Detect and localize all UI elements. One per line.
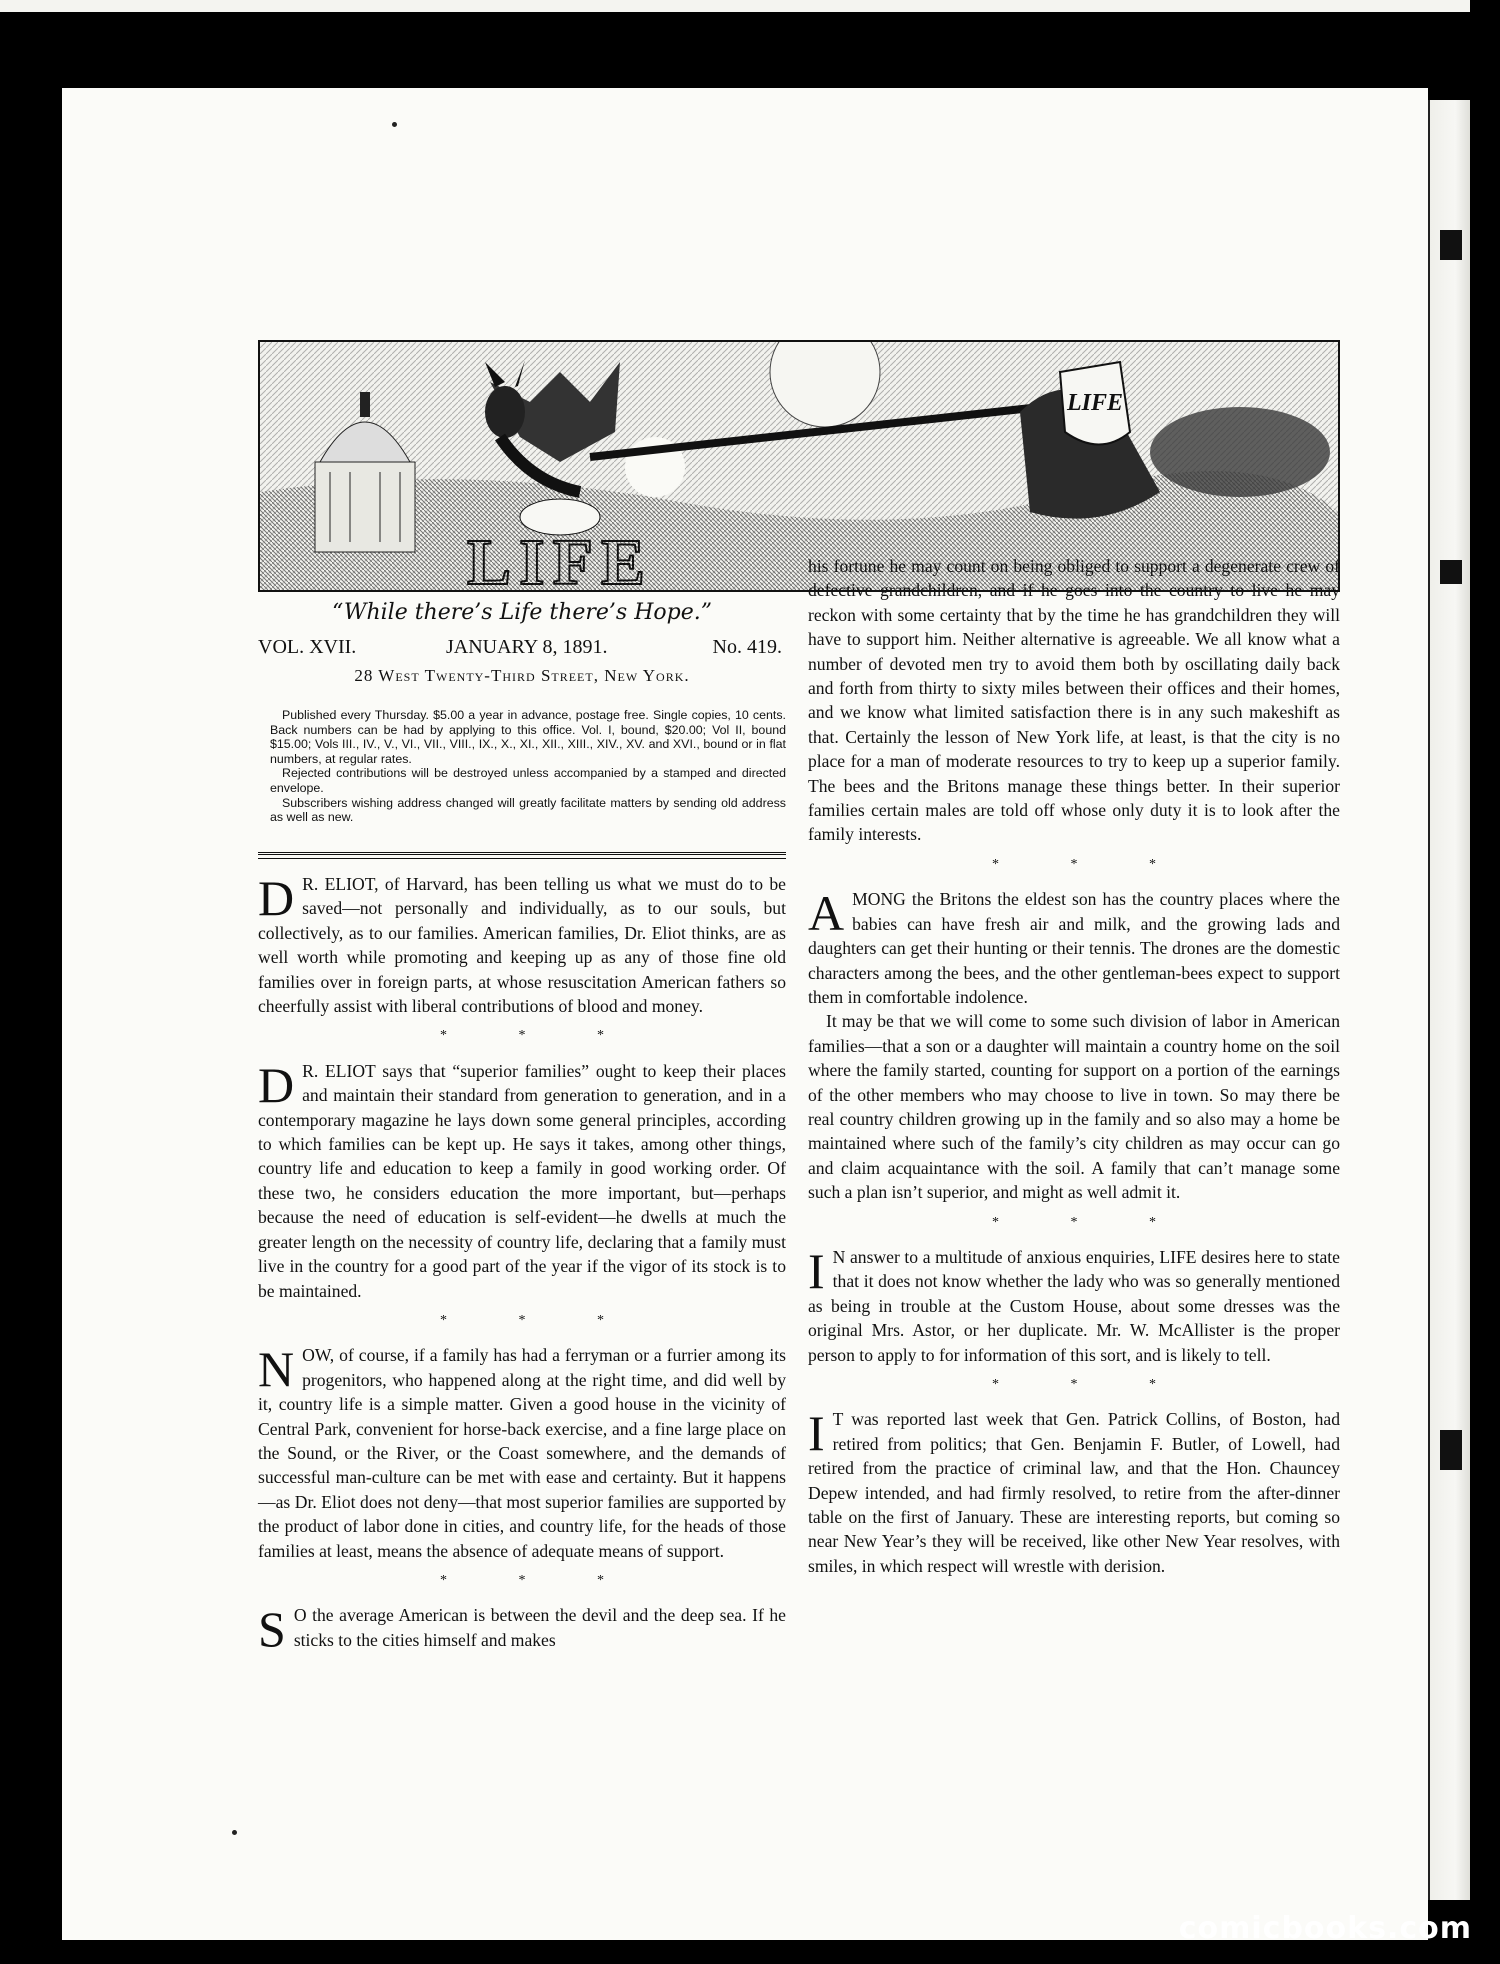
drop-cap: D (258, 1056, 295, 1113)
binding-tab (1440, 230, 1462, 260)
left-column (258, 870, 786, 1658)
subscription-terms: Published every Thursday. $5.00 a year in advance, postage free. Single copies, 10 cents. Back numbers can be had by applying to this office. Vol. I, bound, $20.00; Vol II, bound $15.00; Vols III., IV., V., VI., VII., VIII., IX., X., XI., XII., XIII., XIV., XV. and XVI., bound or in flat numbers, at regular rates. (270, 708, 786, 766)
binding-tab (1440, 560, 1462, 584)
double-rule (258, 852, 786, 855)
editorial-paragraph: It may be that we will come to some such division of labor in American families—that a son or a daughter will maintain a country home on the soil where the family started, counting for support on a portion of the earnings of the other members who may choose to live in town. So may there be real country children growing up in the family and so also may a home be maintained where such of the family’s city children as may occur can go and claim acquaintance with the soil. A family that can’t manage some such a plan isn’t superior, and might as well admit it. (808, 1011, 1340, 1203)
rejected-contributions-note: Rejected contributions will be destroyed unless accompanied by a stamped and directed envelope. (270, 766, 786, 795)
section-break: * * * (992, 856, 1190, 872)
watermark: comicbooks.com (1178, 1911, 1472, 1946)
adjacent-page-edge (1428, 100, 1472, 1900)
drop-cap: N (258, 1341, 295, 1398)
section-break: * * * (992, 1214, 1190, 1230)
volume-number: VOL. XVII. (258, 636, 357, 658)
drop-cap: S (258, 1601, 286, 1658)
section-break: * * * (440, 1028, 638, 1044)
scan-speck (232, 1830, 237, 1835)
scan-speck (392, 122, 397, 127)
editorial-paragraph: S O the average American is between the devil and the deep sea. If he sticks to the cities himself and makes (258, 1601, 786, 1658)
binding-tab (1440, 1430, 1462, 1470)
drop-cap: I (808, 1405, 825, 1462)
right-column (808, 554, 1340, 1578)
shield-lettering: LIFE (1066, 390, 1124, 416)
section-break: * * * (440, 1312, 638, 1328)
motto: “While there’s Life there’s Hope.” (332, 600, 712, 625)
rule (258, 858, 786, 859)
editorial-paragraph: D R. ELIOT, of Harvard, has been telling us what we must do to be saved—not personally and individually, as to our souls, but collectively, as to our families. American families, Dr. Eliot thinks, are as well worth while promoting and keeping up as any of those fine old families over in foreign parts, at whose resuscitation American fathers so cheerfully assist with liberal contributions of blood and money. (258, 870, 786, 1017)
editorial-paragraph: I T was reported last week that Gen. Patrick Collins, of Boston, had retired from politics; that Gen. Benjamin F. Butler, of Lowell, had retired from the practice of criminal law, and that the Hon. Chauncey Depew intended, and had firmly resolved, to retire from the after-dinner table on the first of January. These are interesting reports, but coming so near New Year’s they will be received, like other New Year resolves, with smiles, in which respect will wrestle with derision. (808, 1405, 1340, 1576)
scan-top-edge (0, 0, 1500, 12)
editorial-paragraph: D R. ELIOT says that “superior families” ought to keep their places and maintain their standard from generation to generation, and in a contemporary magazine he lays down some general principles, according to which families can be kept up. He says it takes, among other things, country life and education to keep a family in good working order. Of these two, he considers education the more important, but—perhaps because the need of education is self-evident—he dwells at much the greater length on the necessity of country life, declaring that a family must live in the country for a good part of the year if the vigor of its stock is to be maintained. (258, 1056, 786, 1301)
editorial-paragraph: his fortune he may count on being obliged to support a degenerate crew of defective grandchildren, and if he goes into the country to live he may reckon with some certainty that by the time he has grandchildren they will have to support him. Neither alternative is agreeable. We all know what a number of devoted men try to avoid them both by oscillating daily back and forth from thirty to sixty miles between their offices and their homes, and we know what limited satisfaction there is in any such makeshift as that. Certainly the lesson of New York life, at least, is that the city is no place for a man of moderate resources to try to keep up a superior family. The bees and the Britons manage these things better. In their superior families certain males are told off whose only duty it is to look after the family interests. (808, 556, 1340, 845)
editorial-paragraph: AMONG the Britons the eldest son has the country places where the babies can have fresh air and milk, and the growing lads and daughters can get their hunting or their tennis. The drones are the domestic characters among the bees, and the other gentleman-bees expect to support them in comfortable indolence. (808, 885, 1340, 1007)
address-change-note: Subscribers wishing address changed will greatly facilitate matters by sending old address as well as new. (270, 795, 786, 825)
volume-line (258, 636, 786, 664)
masthead-engraving (260, 342, 1338, 590)
scan-right-edge (1470, 0, 1500, 1964)
issue-number: No. 419. (712, 636, 782, 658)
drop-cap: D (258, 870, 295, 926)
scan-top-shadow (0, 12, 1500, 18)
editorial-paragraph: NOW, of course, if a family has had a ferryman or a furrier among its progenitors, who happened along at the right time, and did well by it, country life is a simple matter. Given a good house in the vicinity of Central Park, convenient for horse-back exercise, and a fine large place on the Sound, or the River, or the Coast somewhere, and the demands of successful man-culture can be met with ease and certainty. But it happens—as Dr. Eliot does not deny—that most superior families are supported by the product of labor done in cities, and country life, for the heads of those families at least, means the absence of adequate means of support. (258, 1341, 786, 1561)
issue-date: JANUARY 8, 1891. (446, 636, 608, 658)
life-logo-lettering: LIFE (466, 526, 654, 590)
publication-info (270, 708, 786, 825)
publisher-address: 28 West Twenty-Third Street, New York. (354, 666, 690, 685)
section-break: * * * (440, 1572, 638, 1588)
drop-cap: I (808, 1242, 825, 1299)
section-break: * * * (992, 1377, 1190, 1392)
drop-cap: A (808, 885, 845, 942)
editorial-paragraph: I N answer to a multitude of anxious enquiries, LIFE desires here to state that it does not know whether the lady who was so generally mentioned as being in trouble at the Custom House, about some dresses was the original Mrs. Astor, or her duplicate. Mr. W. McAllister is the proper person to apply to for information of this sort, and is likely to tell. (808, 1242, 1340, 1365)
